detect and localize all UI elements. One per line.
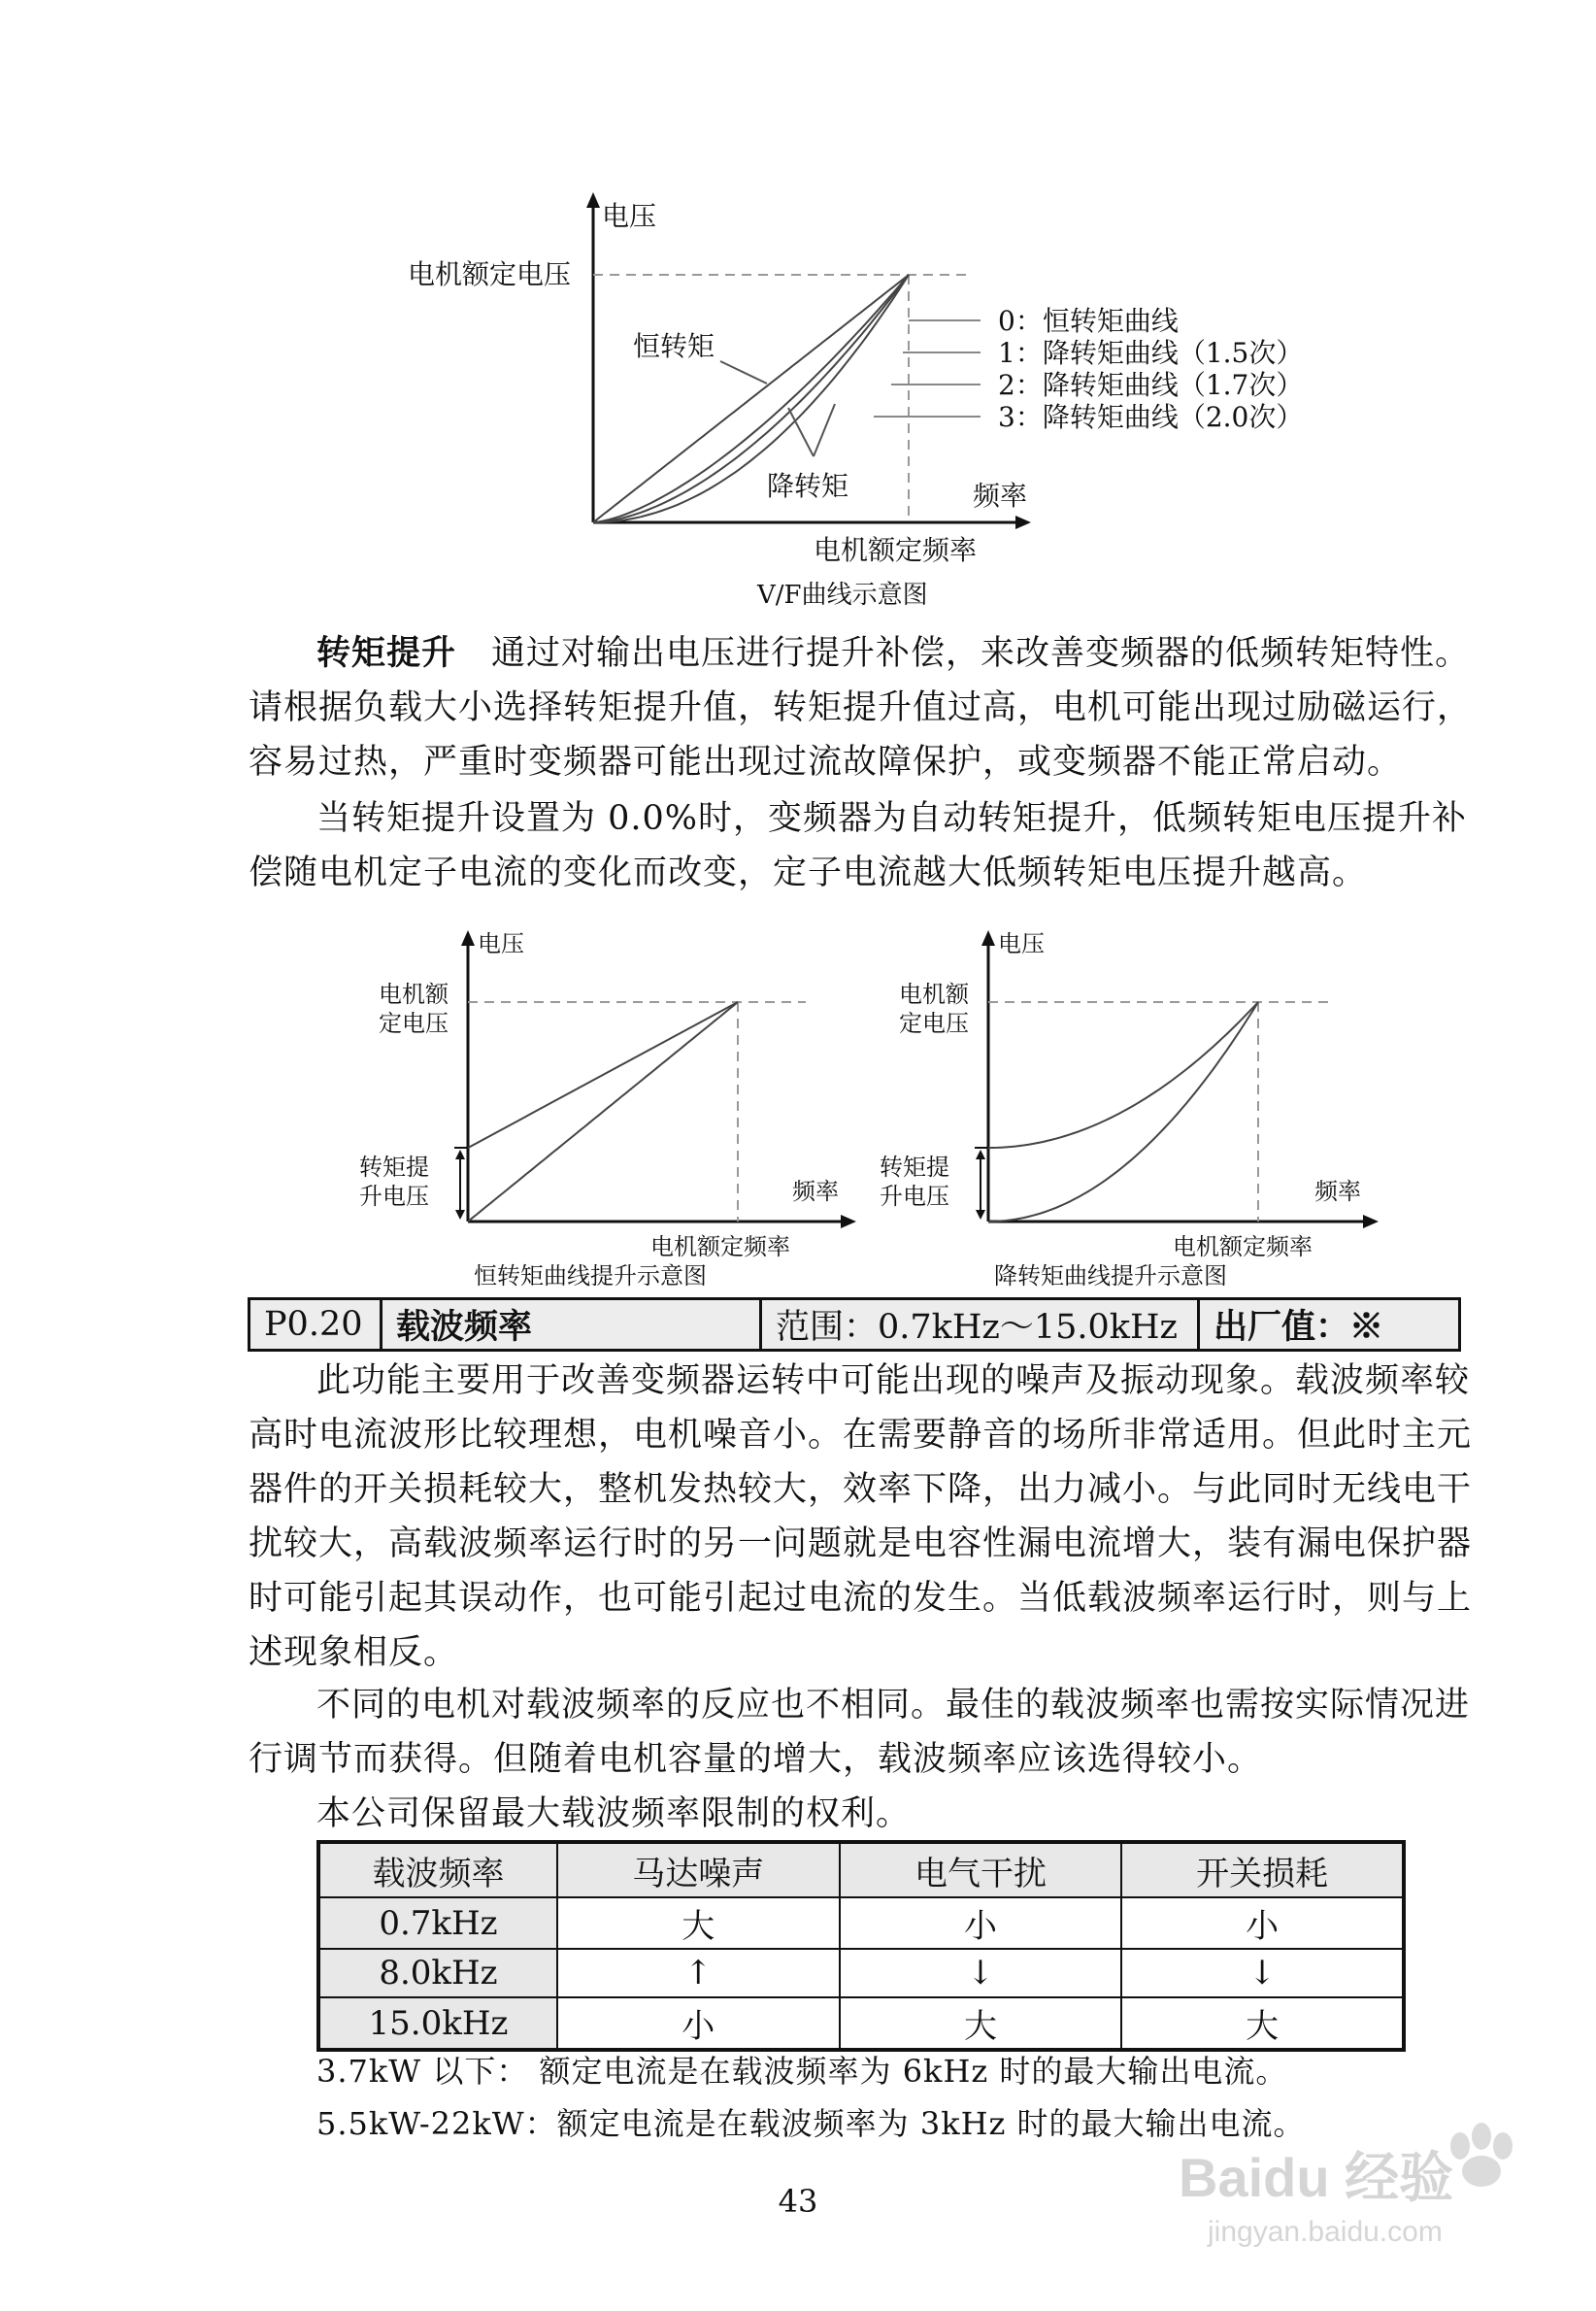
- table-cell: 大: [557, 1897, 840, 1949]
- right-curves: [988, 1002, 1258, 1222]
- right-rated-freq-label: 电机额定频率: [1173, 1233, 1313, 1260]
- table-cell: 大: [1121, 1997, 1404, 2050]
- carrier-comparison-table: [316, 1840, 1406, 2052]
- vf-legend-0: 0：恒转矩曲线: [998, 305, 1179, 337]
- boost-diagrams: [0, 913, 1596, 1301]
- carrier-para-1-text: 此功能主要用于改善变频器运转中可能出现的噪声及振动现象。载波频率较高时电流波形比较理想，电机噪音小。在需要静音的场所非常适用。但此时主元器件的开关损耗较大，整机发热较大，效率下降，出力减小。与此同时无线电干扰较大，高载波频率运行时的另一问题就是电容性漏电流增大，装有漏电保护器时可能引起其误动作，也可能引起过电流的发生。当低载波频率运行时，则与上述现象相反。: [249, 1361, 1473, 1672]
- watermark-brand: Baidu 经验: [1179, 2147, 1454, 2208]
- right-x-axis-label: 频率: [1314, 1178, 1361, 1205]
- table-header: 开关损耗: [1121, 1842, 1404, 1897]
- left-rated-voltage-label-2: 定电压: [379, 1010, 449, 1037]
- left-rated-freq-label: 电机额定频率: [650, 1233, 790, 1260]
- left-y-arrow: [461, 930, 475, 946]
- table-header: 马达噪声: [557, 1842, 840, 1897]
- right-y-axis-label: 电压: [998, 930, 1045, 957]
- vf-legend-1: 1：降转矩曲线（1.5次）: [998, 337, 1304, 369]
- table-cell: 小: [557, 1997, 840, 2050]
- table-row: [318, 1897, 1404, 1949]
- right-y-arrow: [981, 930, 995, 946]
- vf-y-axis-label: 电压: [602, 200, 657, 232]
- note-line-2: 5.5kW-22kW：额定电流是在载波频率为 3kHz 时的最大输出电流。: [316, 2105, 1306, 2142]
- torque-boost-para-2: [249, 791, 1472, 900]
- table-cell: 0.7kHz: [318, 1897, 557, 1949]
- vf-rated-freq-label: 电机额定频率: [814, 534, 978, 566]
- page-number: 43: [778, 2183, 818, 2220]
- vf-legend-3: 3：降转矩曲线（2.0次）: [998, 401, 1304, 433]
- torque-boost-para-1: [249, 626, 1472, 789]
- right-boost-label-1: 转矩提: [880, 1154, 949, 1181]
- vf-legend-2: 2：降转矩曲线（1.7次）: [998, 369, 1304, 401]
- vf-reduced-leader-b: [814, 404, 835, 456]
- vf-constant-torque-label: 恒转矩: [633, 330, 715, 362]
- const-torque-boost-diagram: [359, 930, 856, 1289]
- vf-curve-0: [593, 275, 909, 522]
- right-rated-voltage-label-2: 定电压: [899, 1010, 969, 1037]
- table-row: [318, 1997, 1404, 2050]
- vf-caption: V/F曲线示意图: [757, 581, 928, 610]
- param-header-table: [248, 1297, 1461, 1352]
- right-boost-label-2: 升电压: [880, 1183, 949, 1210]
- torque-boost-para-1-text: 通过对输出电压进行提升补偿，来改善变频器的低频转矩特性。请根据负载大小选择转矩提升值，转矩提升值过高，电机可能出现过励磁运行，容易过热，严重时变频器可能出现过流故障保护，或变频器不能正常启动。: [249, 634, 1473, 782]
- torque-boost-heading: 转矩提升: [316, 633, 457, 673]
- table-cell: 15.0kHz: [318, 1997, 557, 2050]
- right-rated-voltage-label-1: 电机额: [899, 981, 969, 1008]
- left-boost-arrow-up: [455, 1150, 465, 1159]
- vf-const-leader: [720, 361, 767, 384]
- left-boost-arrow-down: [455, 1210, 465, 1220]
- param-default: 出厂值：※: [1199, 1299, 1460, 1351]
- carrier-para-3: [249, 1787, 1472, 1841]
- paw-logo-icon: [1169, 2107, 1518, 2253]
- left-caption: 恒转矩曲线提升示意图: [474, 1262, 707, 1289]
- left-boost-label-1: 转矩提: [359, 1154, 429, 1181]
- table-cell: ↑: [557, 1949, 840, 1997]
- table-header-row: [318, 1842, 1404, 1897]
- param-name: 载波频率: [382, 1299, 761, 1351]
- table-cell: 大: [840, 1997, 1122, 2050]
- right-x-arrow: [1363, 1215, 1379, 1228]
- left-boosted-curve: [468, 1002, 738, 1148]
- watermark-url: jingyan.baidu.com: [1208, 2216, 1443, 2248]
- carrier-para-2-text: 不同的电机对载波频率的反应也不相同。最佳的载波频率也需按实际情况进行调节而获得。但随着电机容量的增大，载波频率应该选得较小。: [249, 1686, 1471, 1779]
- param-range: 范围：0.7kHz～15.0kHz: [761, 1299, 1199, 1351]
- left-x-axis-label: 频率: [792, 1178, 839, 1205]
- right-boosted-curve: [988, 1002, 1258, 1148]
- carrier-para-3-text: 本公司保留最大载波频率限制的权利。: [316, 1794, 912, 1833]
- table-header: 电气干扰: [840, 1842, 1122, 1897]
- left-rated-voltage-label-1: 电机额: [379, 981, 449, 1008]
- vf-curve-diagram: [0, 0, 1596, 621]
- left-y-axis-label: 电压: [478, 930, 524, 957]
- left-base-curve: [468, 1002, 738, 1222]
- torque-boost-para-2-text: 当转矩提升设置为 0.0%时，变频器为自动转矩提升，低频转矩电压提升补偿随电机定子电流的变化而改变，定子电流越大低频转矩电压提升越高。: [249, 799, 1468, 892]
- reduced-torque-boost-diagram: [880, 930, 1379, 1289]
- left-boost-label-2: 升电压: [359, 1183, 429, 1210]
- vf-curves: [593, 275, 909, 522]
- vf-x-axis-label: 频率: [973, 480, 1028, 512]
- table-cell: 小: [840, 1897, 1122, 1949]
- table-cell: ↓: [1121, 1949, 1404, 1997]
- baidu-watermark: [1169, 2107, 1518, 2253]
- vf-y-arrow: [586, 192, 600, 208]
- note-line-1: 3.7kW 以下： 额定电流是在载波频率为 6kHz 时的最大输出电流。: [316, 2053, 1288, 2090]
- table-row: [318, 1949, 1404, 1997]
- param-code: P0.20: [249, 1299, 382, 1351]
- vf-x-arrow: [1015, 516, 1031, 529]
- right-boost-arrow-up: [976, 1150, 985, 1159]
- table-cell: 小: [1121, 1897, 1404, 1949]
- left-x-arrow: [841, 1215, 856, 1228]
- right-boost-arrow-down: [976, 1210, 985, 1220]
- table-cell: 8.0kHz: [318, 1949, 557, 1997]
- vf-rated-voltage-label: 电机额定电压: [408, 258, 572, 290]
- left-curves: [468, 1002, 738, 1222]
- right-caption: 降转矩曲线提升示意图: [994, 1262, 1227, 1289]
- carrier-para-2: [249, 1678, 1472, 1787]
- table-header: 载波频率: [318, 1842, 557, 1897]
- table-cell: ↓: [840, 1949, 1122, 1997]
- carrier-para-1: [249, 1354, 1472, 1680]
- vf-reduced-torque-label: 降转矩: [767, 470, 849, 502]
